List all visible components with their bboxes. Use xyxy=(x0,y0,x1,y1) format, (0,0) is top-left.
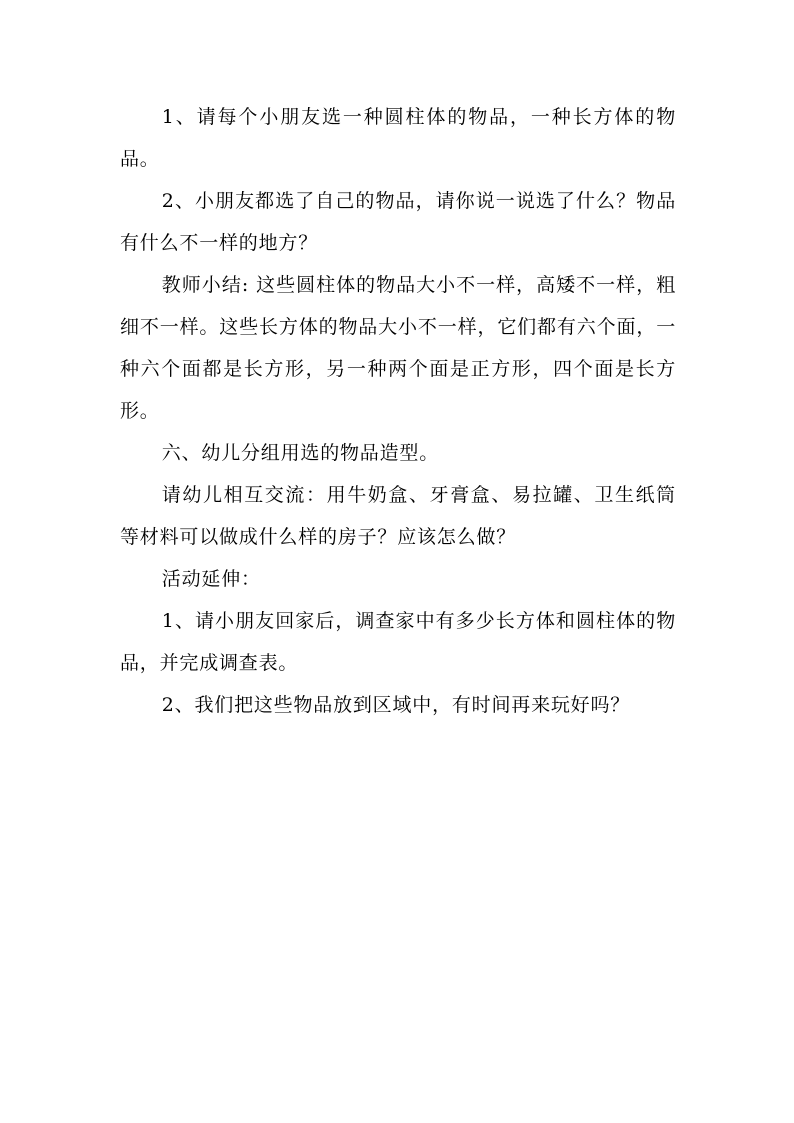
paragraph-step-2: 2、小朋友都选了自己的物品，请你说一说选了什么？物品有什么不一样的地方？ xyxy=(120,190,676,254)
paragraph-teacher-summary: 教师小结: 这些圆柱体的物品大小不一样，高矮不一样，粗细不一样。这些长方体的物品大小不一样，它们都有六个面，一种六个面都是长方形，另一种两个面是正方形，四个面是长方形。 xyxy=(120,274,676,422)
paragraph-section-six: 六、幼儿分组用选的物品造型。 xyxy=(161,442,439,464)
paragraph-discussion: 请幼儿相互交流：用牛奶盒、牙膏盒、易拉罐、卫生纸筒等材料可以做成什么样的房子？应该怎么做？ xyxy=(120,484,676,548)
paragraph-step-1: 1、请每个小朋友选一种圆柱体的物品，一种长方体的物品。 xyxy=(120,106,676,170)
document-body xyxy=(120,96,676,726)
paragraph-extension-heading: 活动延伸： xyxy=(161,568,261,590)
paragraph-extension-1: 1、请小朋友回家后，调查家中有多少长方体和圆柱体的物品，并完成调查表。 xyxy=(120,610,676,674)
paragraph-extension-2: 2、我们把这些物品放到区域中，有时间再来玩好吗？ xyxy=(161,694,631,716)
